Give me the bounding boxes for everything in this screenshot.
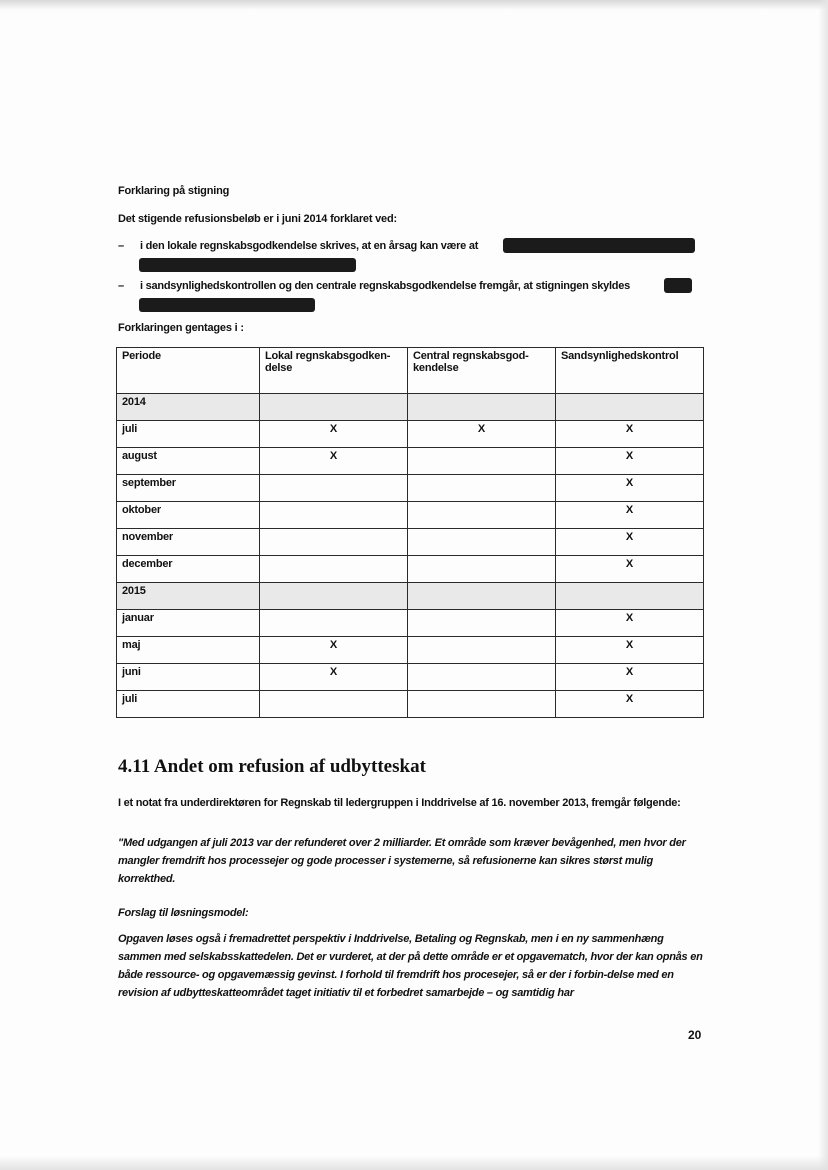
period-cell: oktober xyxy=(117,502,260,529)
central-cell xyxy=(408,691,556,718)
sandsynlighed-cell: X xyxy=(556,610,704,637)
lokal-cell xyxy=(260,691,408,718)
sandsynlighed-cell: X xyxy=(556,691,704,718)
period-cell: december xyxy=(117,556,260,583)
page-number: 20 xyxy=(688,1028,702,1042)
intro-text: Det stigende refusionsbeløb er i juni 2014 forklaret ved: xyxy=(118,213,397,225)
period-table xyxy=(116,347,704,718)
table-row xyxy=(117,637,704,664)
proposal-label: Forslag til løsningsmodel: xyxy=(118,907,249,919)
lokal-cell xyxy=(260,475,408,502)
lokal-cell xyxy=(260,394,408,421)
central-cell xyxy=(408,637,556,664)
period-cell: juli xyxy=(117,691,260,718)
sandsynlighed-cell: X xyxy=(556,421,704,448)
scan-edge-bottom xyxy=(0,1156,828,1170)
sandsynlighed-cell: X xyxy=(556,664,704,691)
lokal-cell: X xyxy=(260,664,408,691)
header-sandsynlighed: Sandsynlighedskontrol xyxy=(556,348,704,394)
central-cell xyxy=(408,448,556,475)
scan-edge-right xyxy=(818,0,828,1170)
sandsynlighed-cell: X xyxy=(556,475,704,502)
scan-edge-top xyxy=(0,0,828,10)
lokal-cell: X xyxy=(260,448,408,475)
table-row xyxy=(117,664,704,691)
central-cell: X xyxy=(408,421,556,448)
lokal-cell xyxy=(260,529,408,556)
bullet-text: i sandsynlighedskontrollen og den centrale regnskabsgodkendelse fremgår, at stigningen skyldes xyxy=(140,280,630,292)
table-row xyxy=(117,529,704,556)
redaction-block xyxy=(139,258,356,272)
central-cell xyxy=(408,664,556,691)
period-cell: januar xyxy=(117,610,260,637)
central-cell xyxy=(408,529,556,556)
period-cell: november xyxy=(117,529,260,556)
sandsynlighed-cell xyxy=(556,394,704,421)
period-cell: maj xyxy=(117,637,260,664)
table-row xyxy=(117,502,704,529)
central-cell xyxy=(408,610,556,637)
lokal-cell xyxy=(260,502,408,529)
lokal-cell xyxy=(260,610,408,637)
central-cell xyxy=(408,394,556,421)
table-row xyxy=(117,421,704,448)
subheading: Forklaring på stigning xyxy=(118,185,230,197)
period-cell: juli xyxy=(117,421,260,448)
sandsynlighed-cell: X xyxy=(556,556,704,583)
table-row xyxy=(117,583,704,610)
period-cell: september xyxy=(117,475,260,502)
bullet-dash: – xyxy=(118,280,125,292)
sandsynlighed-cell: X xyxy=(556,448,704,475)
header-lokal: Lokal regnskabsgodken-delse xyxy=(260,348,408,394)
sandsynlighed-cell: X xyxy=(556,637,704,664)
table-row xyxy=(117,556,704,583)
sandsynlighed-cell: X xyxy=(556,502,704,529)
sandsynlighed-cell: X xyxy=(556,529,704,556)
lokal-cell: X xyxy=(260,421,408,448)
redaction-block xyxy=(664,278,692,293)
redaction-block xyxy=(503,238,695,253)
table-header-row xyxy=(117,348,704,394)
lokal-cell xyxy=(260,556,408,583)
lokal-cell xyxy=(260,583,408,610)
period-cell: august xyxy=(117,448,260,475)
section-heading: 4.11 Andet om refusion af udbytteskat xyxy=(118,756,426,777)
central-cell xyxy=(408,583,556,610)
table-row xyxy=(117,475,704,502)
sandsynlighed-cell xyxy=(556,583,704,610)
central-cell xyxy=(408,502,556,529)
period-cell: juni xyxy=(117,664,260,691)
table-row xyxy=(117,394,704,421)
redaction-block xyxy=(139,298,315,312)
central-cell xyxy=(408,475,556,502)
quote-paragraph: "Med udgangen af juli 2013 var der refunderet over 2 milliarder. Et område som kræver bevågenhed, men hvor der mangler fremdrift hos processejer og gode processer i systemerne, så refusionerne kan sikres størst mulig korrekthed. xyxy=(118,837,686,885)
table-row xyxy=(117,691,704,718)
period-cell: 2014 xyxy=(117,394,260,421)
quote-paragraph: Opgaven løses også i fremadrettet perspektiv i Inddrivelse, Betaling og Regnskab, men i en ny sammenhæng sammen med selskabsskattedelen. Det er vurderet, at der på dette område er et opgavematch, hvor der kan opnås en både ressource- og opgavemæssig gevinst. I forhold til fremdrift hos procesejer, så er der i forbin-delse med en revision af udbytteskatteområdet taget initiativ til et forbedret samarbejde – og samtidig har xyxy=(118,933,703,999)
lokal-cell: X xyxy=(260,637,408,664)
header-periode: Periode xyxy=(117,348,260,394)
bullet-dash: – xyxy=(118,240,125,252)
bullet-text: i den lokale regnskabsgodkendelse skrives, at en årsag kan være at xyxy=(140,240,479,252)
table-row xyxy=(117,448,704,475)
central-cell xyxy=(408,556,556,583)
table-row xyxy=(117,610,704,637)
period-cell: 2015 xyxy=(117,583,260,610)
header-central: Central regnskabsgod-kendelse xyxy=(408,348,556,394)
table-intro: Forklaringen gentages i : xyxy=(118,322,244,334)
paragraph: I et notat fra underdirektøren for Regnskab til ledergruppen i Inddrivelse af 16. november 2013, fremgår følgende: xyxy=(118,797,681,809)
